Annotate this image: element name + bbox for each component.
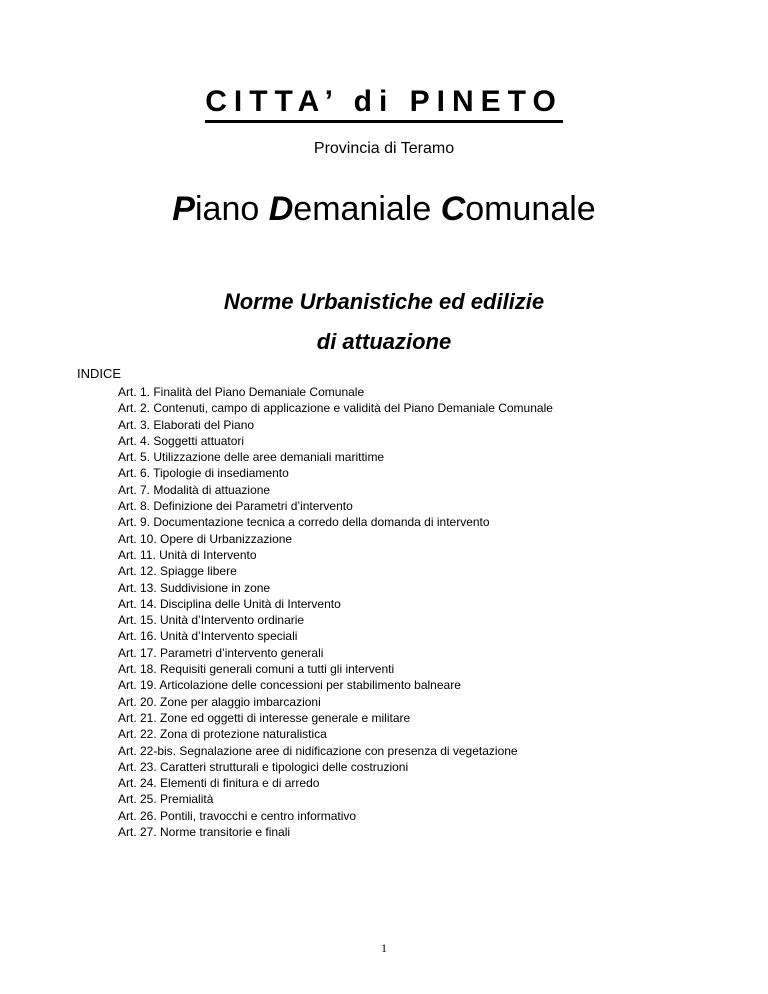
index-item: Art. 1. Finalità del Piano Demaniale Comunale xyxy=(118,385,365,399)
plan-title-initial-d: D xyxy=(268,190,294,228)
plan-title xyxy=(0,190,768,229)
plan-title-rest-d: emaniale xyxy=(293,190,441,228)
index-item: Art. 26. Pontili, travocchi e centro informativo xyxy=(118,808,357,823)
index-item: Art. 16. Unità d’Intervento speciali xyxy=(118,629,298,644)
plan-title-initial-p: P xyxy=(172,190,195,228)
plan-title-initial-c: C xyxy=(440,190,466,228)
index-item: Art. 25. Premialità xyxy=(118,792,214,807)
city-title-text: CITTA’ di PINETO xyxy=(205,85,563,123)
norme-heading-line-2: di attuazione xyxy=(316,329,452,354)
index-item: Art. 9. Documentazione tecnica a corredo della domanda di intervento xyxy=(118,515,490,530)
index-item: Art. 22. Zona di protezione naturalistica xyxy=(118,727,327,742)
index-item: Art. 6. Tipologie di insediamento xyxy=(118,466,289,481)
norme-heading-line-1: Norme Urbanistiche ed edilizie xyxy=(223,289,545,314)
index-item: Art. 21. Zone ed oggetti di interesse generale e militare xyxy=(118,710,411,725)
index-item: Art. 10. Opere di Urbanizzazione xyxy=(118,531,293,546)
index-item: Art. 13. Suddivisione in zone xyxy=(118,580,271,595)
index-item: Art. 17. Parametri d’intervento generali xyxy=(118,645,324,660)
index-item: Art. 23. Caratteri strutturali e tipologici delle costruzioni xyxy=(118,759,409,774)
index-item: Art. 2. Contenuti, campo di applicazione e validità del Piano Demaniale Comunale xyxy=(118,401,553,416)
index-heading: INDICE xyxy=(77,366,122,381)
index-item: Art. 24. Elementi di finitura e di arredo xyxy=(118,776,320,791)
index-item: Art. 14. Disciplina delle Unità di Intervento xyxy=(118,596,341,611)
plan-title-rest-p: iano xyxy=(194,190,269,228)
index-item: Art. 11. Unità di Intervento xyxy=(118,547,257,562)
index-item: Art. 7. Modalità di attuazione xyxy=(118,482,271,497)
index-item: Art. 18. Requisiti generali comuni a tutti gli interventi xyxy=(118,662,395,677)
plan-title-rest-c: omunale xyxy=(465,190,596,228)
index-item: Art. 8. Definizione dei Parametri d’intervento xyxy=(118,499,353,514)
city-title xyxy=(0,85,768,119)
norme-heading xyxy=(0,282,768,362)
page-number: 1 xyxy=(381,941,387,955)
index-item: Art. 4. Soggetti attuatori xyxy=(118,433,245,448)
index-item: Art. 20. Zone per alaggio imbarcazioni xyxy=(118,694,321,709)
index-item: Art. 12. Spiagge libere xyxy=(118,564,237,579)
index-item: Art. 27. Norme transitorie e finali xyxy=(118,825,291,840)
index-item: Art. 3. Elaborati del Piano xyxy=(118,417,255,432)
province-subtitle: Provincia di Teramo xyxy=(313,140,455,157)
index-item: Art. 19. Articolazione delle concessioni per stabilimento balneare xyxy=(118,678,461,693)
index-list xyxy=(118,384,553,840)
index-item: Art. 15. Unità d’Intervento ordinarie xyxy=(118,613,305,628)
index-item: Art. 22-bis. Segnalazione aree di nidificazione con presenza di vegetazione xyxy=(118,743,518,758)
index-item: Art. 5. Utilizzazione delle aree demaniali marittime xyxy=(118,450,385,465)
